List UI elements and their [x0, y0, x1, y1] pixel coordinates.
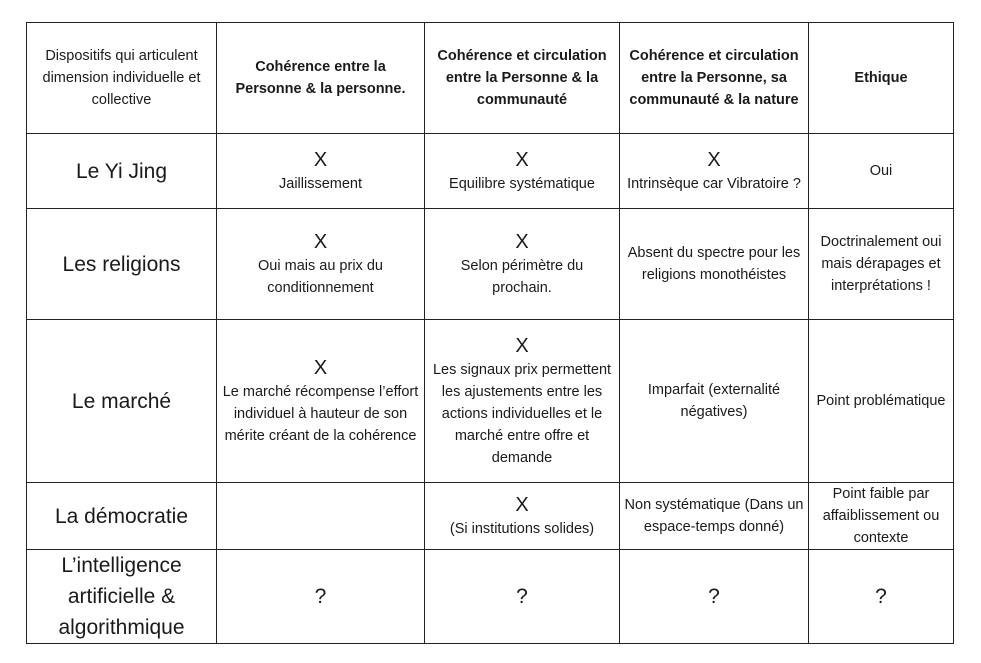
row-label-democratie: La démocratie	[27, 483, 217, 550]
header-cell-ethique: Ethique	[809, 23, 954, 134]
table-cell	[809, 134, 954, 209]
question-mark: ?	[875, 584, 887, 608]
header-cell-personne-personne: Cohérence entre la Personne & la personne.	[217, 23, 425, 134]
table-cell	[809, 209, 954, 320]
cell-text: Jaillissement	[279, 175, 362, 192]
table-cell	[620, 483, 809, 550]
table-cell	[620, 550, 809, 644]
cell-text: Absent du spectre pour les religions monothéistes	[627, 245, 801, 283]
row-label-intelligence-artificielle: L’intelligence artificielle & algorithmique	[27, 550, 217, 644]
header-cell-personne-communaute: Cohérence et circulation entre la Personne & la communauté	[425, 23, 620, 134]
table-cell	[809, 320, 954, 483]
table-cell	[425, 320, 620, 483]
table-cell-empty	[217, 483, 425, 550]
table-cell	[425, 550, 620, 644]
check-mark: X	[313, 148, 328, 171]
cell-text: Oui	[869, 163, 893, 179]
cell-text: Le marché récompense l’effort individuel à hauteur de son mérite créant de la cohérence	[222, 383, 419, 444]
cell-text: (Si institutions solides)	[449, 520, 595, 537]
check-mark: X	[313, 356, 328, 379]
table-cell	[217, 209, 425, 320]
check-mark: X	[313, 230, 328, 253]
cell-text: Non systématique (Dans un espace-temps donné)	[624, 497, 804, 535]
table-cell	[809, 550, 954, 644]
table-row-yi-jing	[27, 134, 954, 209]
table-cell	[809, 483, 954, 550]
table-row-marche	[27, 320, 954, 483]
header-cell-dispositifs: Dispositifs qui articulent dimension individuelle et collective	[27, 23, 217, 134]
cell-text: Oui mais au prix du conditionnement	[258, 257, 383, 296]
question-mark: ?	[314, 584, 327, 608]
cell-text: Imparfait (externalité négatives)	[647, 382, 781, 420]
table-cell	[217, 550, 425, 644]
cell-text: Selon périmètre du prochain.	[460, 257, 584, 296]
check-mark: X	[707, 148, 721, 171]
question-mark: ?	[516, 584, 528, 608]
check-mark: X	[515, 230, 529, 253]
table-row-religions	[27, 209, 954, 320]
table-row-democratie	[27, 483, 954, 550]
question-mark: ?	[708, 584, 720, 608]
cell-text: Les signaux prix permettent les ajustements entre les actions individuelles et le marché entre offre et demande	[432, 361, 612, 466]
table-row-intelligence-artificielle	[27, 550, 954, 644]
row-label-yi-jing: Le Yi Jing	[27, 134, 217, 209]
check-mark: X	[515, 148, 529, 171]
comparison-table	[26, 22, 954, 644]
row-label-religions: Les religions	[27, 209, 217, 320]
table-cell	[620, 134, 809, 209]
table-cell	[425, 209, 620, 320]
table-cell	[217, 320, 425, 483]
cell-text: Doctrinalement oui mais dérapages et interprétations !	[820, 234, 942, 294]
table-cell	[217, 134, 425, 209]
table-cell	[425, 134, 620, 209]
cell-text: Point problématique	[816, 393, 946, 409]
cell-text: Intrinsèque car Vibratoire ?	[627, 175, 801, 192]
check-mark: X	[515, 493, 529, 516]
row-label-marche: Le marché	[27, 320, 217, 483]
check-mark: X	[515, 334, 529, 357]
table-cell	[620, 209, 809, 320]
header-cell-personne-communaute-nature: Cohérence et circulation entre la Personne, sa communauté & la nature	[620, 23, 809, 134]
cell-text: Point faible par affaiblissement ou contexte	[822, 486, 940, 546]
cell-text: Equilibre systématique	[449, 175, 595, 192]
table-cell	[425, 483, 620, 550]
header-row	[27, 23, 954, 134]
table-cell	[620, 320, 809, 483]
